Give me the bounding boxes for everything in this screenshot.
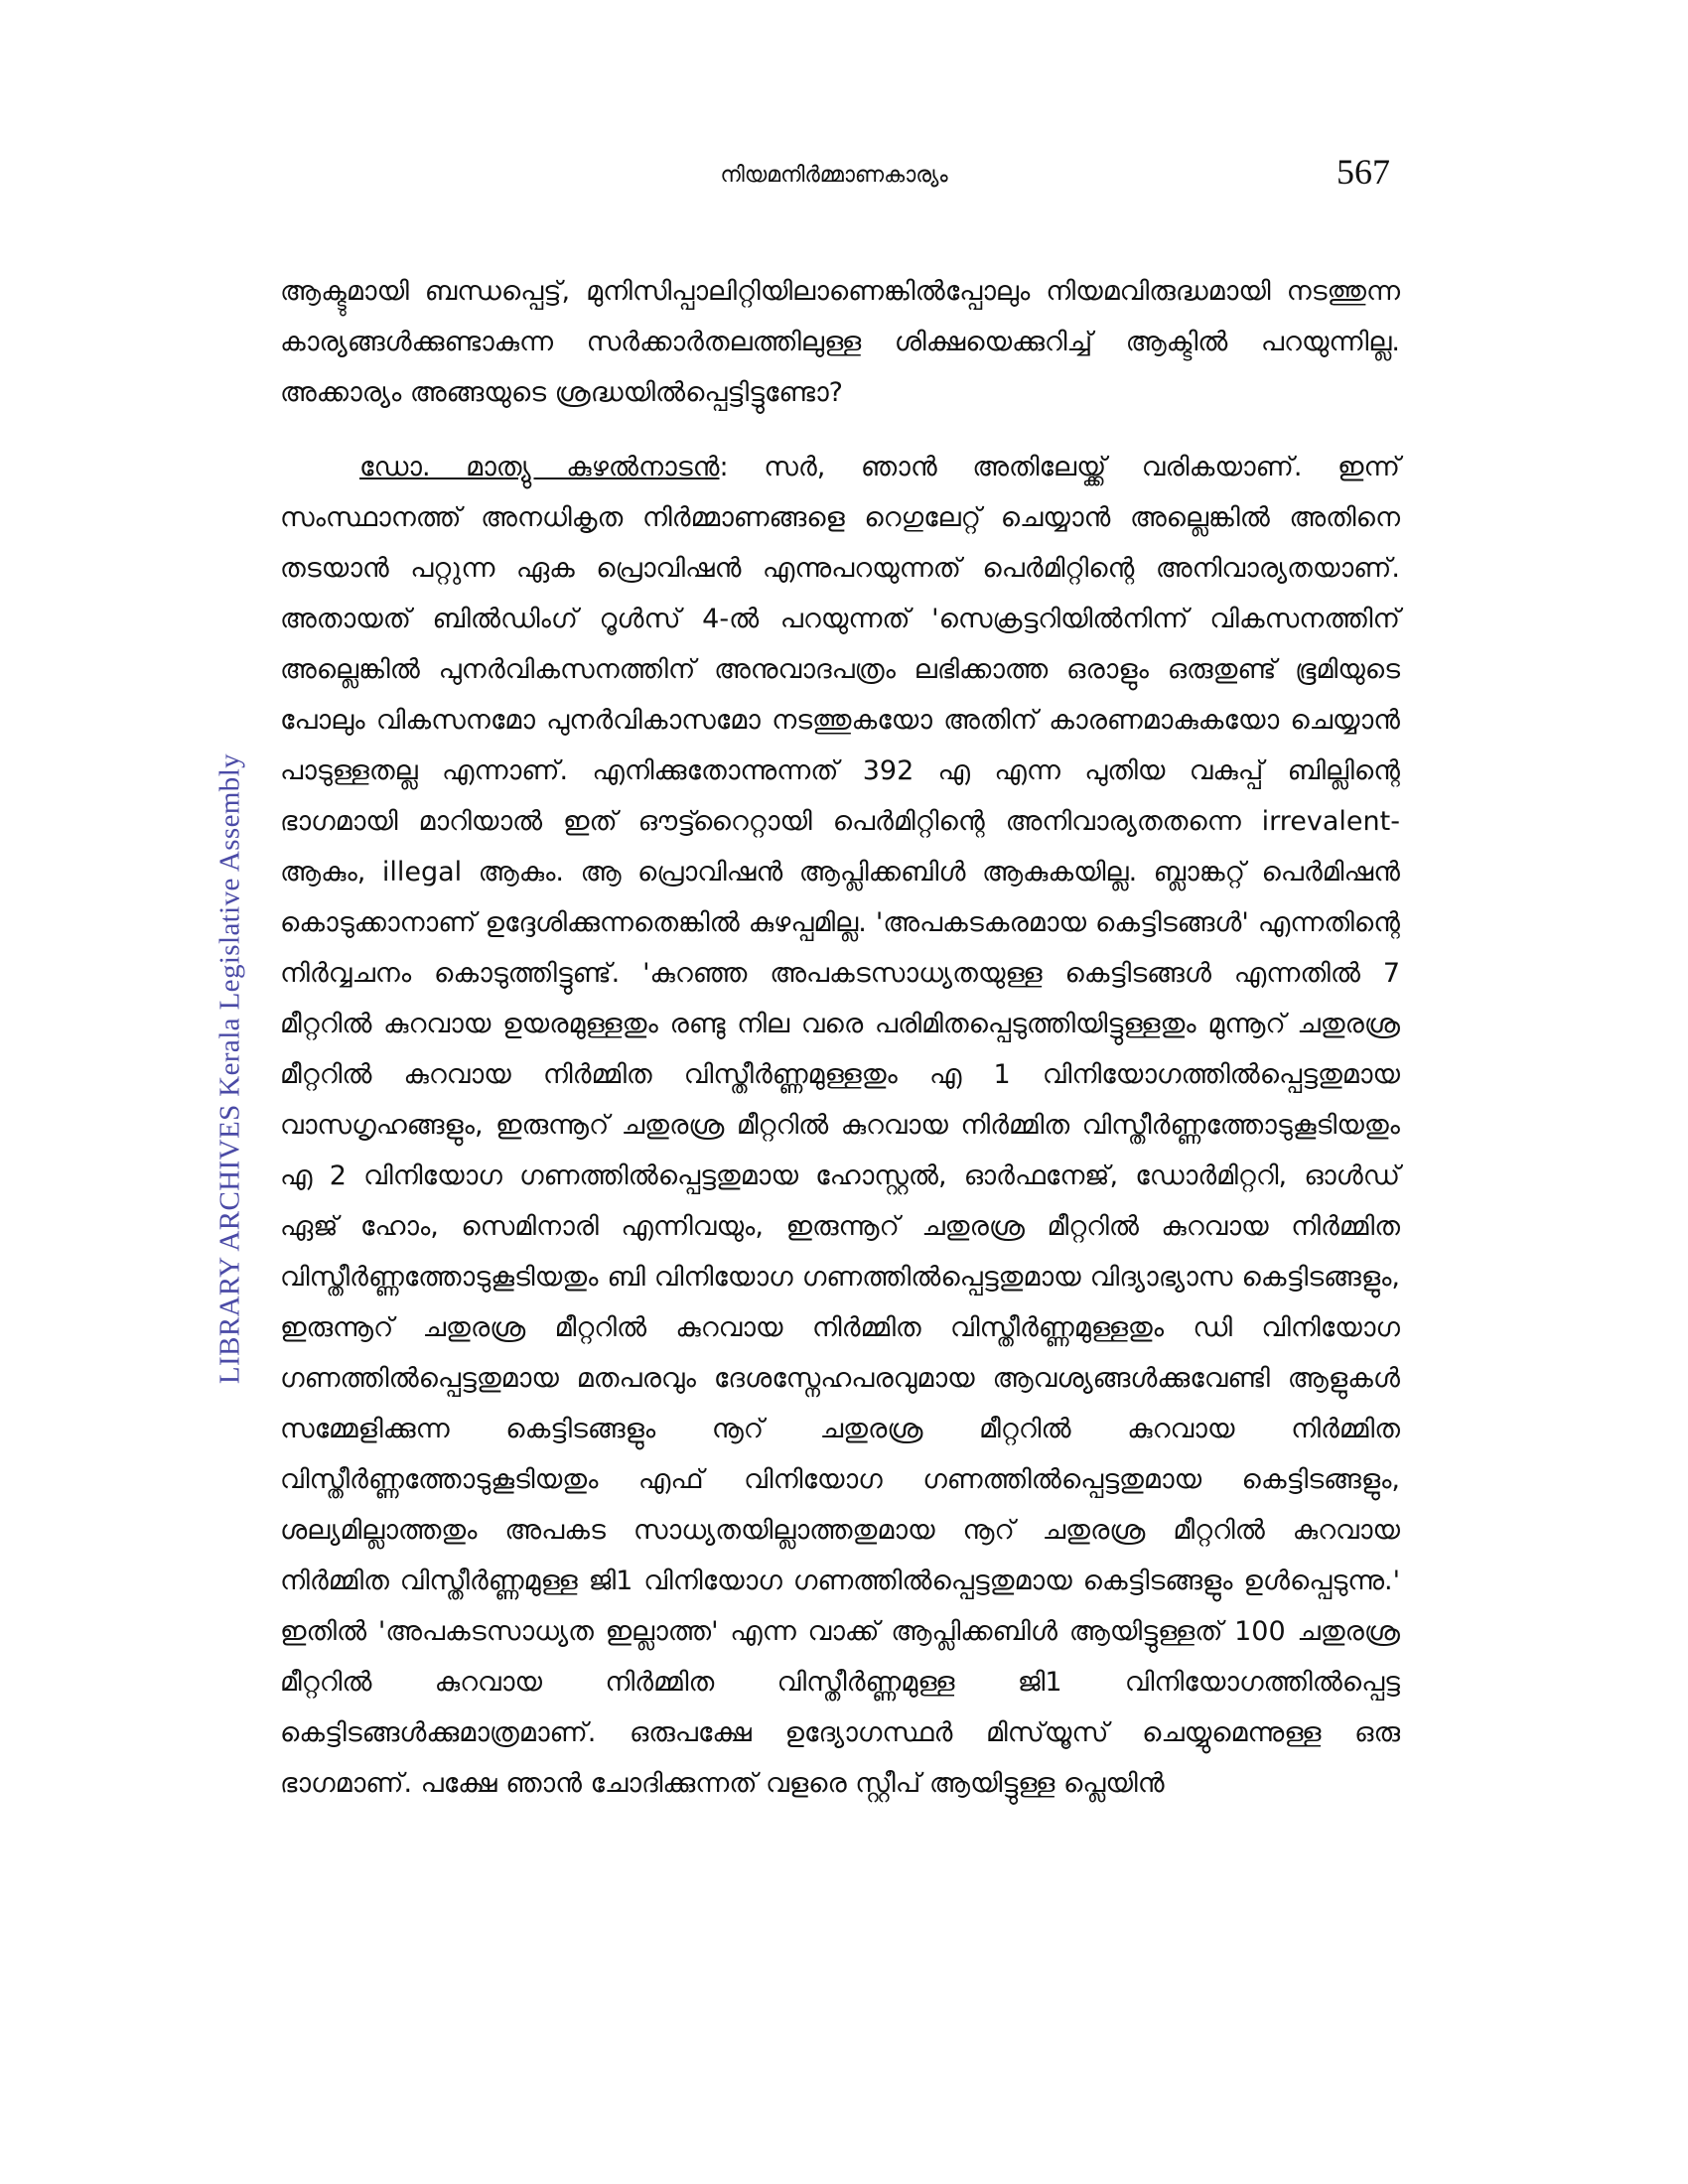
paragraph-continued: ആക്ടുമായി ബന്ധപ്പെട്ട്, മുനിസിപ്പാലിറ്റിയിലാണെങ്കിൽപ്പോലും നിയമവിരുദ്ധമായി നടത്തുന്ന കാര്യങ്ങൾക്കുണ്ടാകുന്ന സർക്കാർതലത്തിലുള്ള ശിക്ഷയെക്കുറിച്ച് ആക്ടിൽ പറയുന്നില്ല. അക്കാര്യം അങ്ങയുടെ ശ്രദ്ധയിൽപ്പെട്ടിട്ടുണ്ടോ? <box>280 276 1400 408</box>
page-header <box>278 151 1390 201</box>
speaker-name: ഡോ. മാത്യു കുഴൽനാടൻ <box>359 452 720 482</box>
page-number: 567 <box>1336 152 1390 192</box>
running-title: നിയമനിർമ്മാണകാര്യം <box>720 163 948 188</box>
body-text <box>280 266 1400 1809</box>
archive-watermark: LIBRARY ARCHIVES Kerala Legislative Assembly <box>213 752 246 1385</box>
paragraph-speech <box>280 442 1400 1809</box>
speech-text: : സർ, ഞാൻ അതിലേയ്ക്ക് വരികയാണ്. ഇന്ന് സംസ്ഥാനത്ത് അനധികൃത നിർമ്മാണങ്ങളെ റെഗുലേറ്റ് ചെയ്യാൻ അല്ലെങ്കിൽ അതിനെ തടയാൻ പറ്റുന്ന ഏക പ്രൊവിഷൻ എന്നുപറയുന്നത് പെർമിറ്റിന്റെ അനിവാര്യതയാണ്. അതായത് ബിൽഡിംഗ് റൂൾസ് 4-ൽ പറയുന്നത് 'സെക്രട്ടറിയിൽനിന്ന് വികസനത്തിന് അല്ലെങ്കിൽ പുനർവികസനത്തിന് അനുവാദപത്രം ലഭിക്കാത്ത ഒരാളും ഒരുതുണ്ട് ഭൂമിയുടെ പോലും വികസനമോ പുനർവികാസമോ നടത്തുകയോ അതിന് കാരണമാകുകയോ ചെയ്യാൻ പാടുള്ളതല്ല എന്നാണ്. എനിക്കുതോന്നുന്നത് 392 എ എന്ന പുതിയ വകുപ്പ് ബില്ലിന്റെ ഭാഗമായി മാറിയാൽ ഇത് ഔട്ട്റൈറ്റായി പെർമിറ്റിന്റെ അനിവാര്യതതന്നെ irrevalent-ആകും, illegal ആകും. ആ പ്രൊവിഷൻ ആപ്ലിക്കബിൾ ആകുകയില്ല. ബ്ലാങ്കറ്റ് പെർമിഷൻ കൊടുക്കാനാണ് ഉദ്ദേശിക്കുന്നതെങ്കിൽ കുഴപ്പമില്ല. 'അപകടകരമായ കെട്ടിടങ്ങൾ' എന്നതിന്റെ നിർവ്വചനം കൊടുത്തിട്ടുണ്ട്. 'കുറഞ്ഞ അപകടസാധ്യതയുള്ള കെട്ടിടങ്ങൾ എന്നതിൽ 7 മീറ്ററിൽ കുറവായ ഉയരമുള്ളതും രണ്ടു നില വരെ പരിമിതപ്പെടുത്തിയിട്ടുള്ളതും മുന്നൂറ് ചതുരശ്ര മീറ്ററിൽ കുറവായ നിർമ്മിത വിസ്തീർണ്ണമുള്ളതും എ 1 വിനിയോഗത്തിൽപ്പെട്ടതുമായ വാസഗൃഹങ്ങളും, ഇരുന്നൂറ് ചതുരശ്ര മീറ്ററിൽ കുറവായ നിർമ്മിത വിസ്തീർണ്ണത്തോടുകൂടിയതും എ 2 വിനിയോഗ ഗണത്തിൽപ്പെട്ടതുമായ ഹോസ്റ്റൽ, ഓർഫനേജ്, ഡോർമിറ്ററി, ഓൾഡ് ഏജ് ഹോം, സെമിനാരി എന്നിവയും, ഇരുന്നൂറ് ചതുരശ്ര മീറ്ററിൽ കുറവായ നിർമ്മിത വിസ്തീർണ്ണത്തോടുകൂടിയതും ബി വിനിയോഗ ഗണത്തിൽപ്പെട്ടതുമായ വിദ്യാഭ്യാസ കെട്ടിടങ്ങളും, ഇരുന്നൂറ് ചതുരശ്ര മീറ്ററിൽ കുറവായ നിർമ്മിത വിസ്തീർണ്ണമുള്ളതും ഡി വിനിയോഗ ഗണത്തിൽപ്പെട്ടതുമായ മതപരവും ദേശസ്നേഹപരവുമായ ആവശ്യങ്ങൾക്കുവേണ്ടി ആളുകൾ സമ്മേളിക്കുന്ന കെട്ടിടങ്ങളും നൂറ് ചതുരശ്ര മീറ്ററിൽ കുറവായ നിർമ്മിത വിസ്തീർണ്ണത്തോടുകൂടിയതും എഫ് വിനിയോഗ ഗണത്തിൽപ്പെട്ടതുമായ കെട്ടിടങ്ങളും, ശല്യമില്ലാത്തതും അപകട സാധ്യതയില്ലാത്തതുമായ നൂറ് ചതുരശ്ര മീറ്ററിൽ കുറവായ നിർമ്മിത വിസ്തീർണ്ണമുള്ള ജി1 വിനിയോഗ ഗണത്തിൽപ്പെട്ടതുമായ കെട്ടിടങ്ങളും ഉൾപ്പെടുന്നു.' ഇതിൽ 'അപകടസാധ്യത ഇല്ലാത്ത' എന്ന വാക്ക് ആപ്ലിക്കബിൾ ആയിട്ടുള്ളത് 100 ചതുരശ്ര മീറ്ററിൽ കുറവായ നിർമ്മിത വിസ്തീർണ്ണമുള്ള ജി1 വിനിയോഗത്തിൽപ്പെട്ട കെട്ടിടങ്ങൾക്കുമാത്രമാണ്. ഒരുപക്ഷേ ഉദ്യോഗസ്ഥർ മിസ്‌യൂസ് ചെയ്യുമെന്നുള്ള ഒരു ഭാഗമാണ്. പക്ഷേ ഞാൻ ചോദിക്കുന്നത് വളരെ സ്റ്റീപ് ആയിട്ടുള്ള പ്ലെയിൻ <box>280 452 1400 1799</box>
